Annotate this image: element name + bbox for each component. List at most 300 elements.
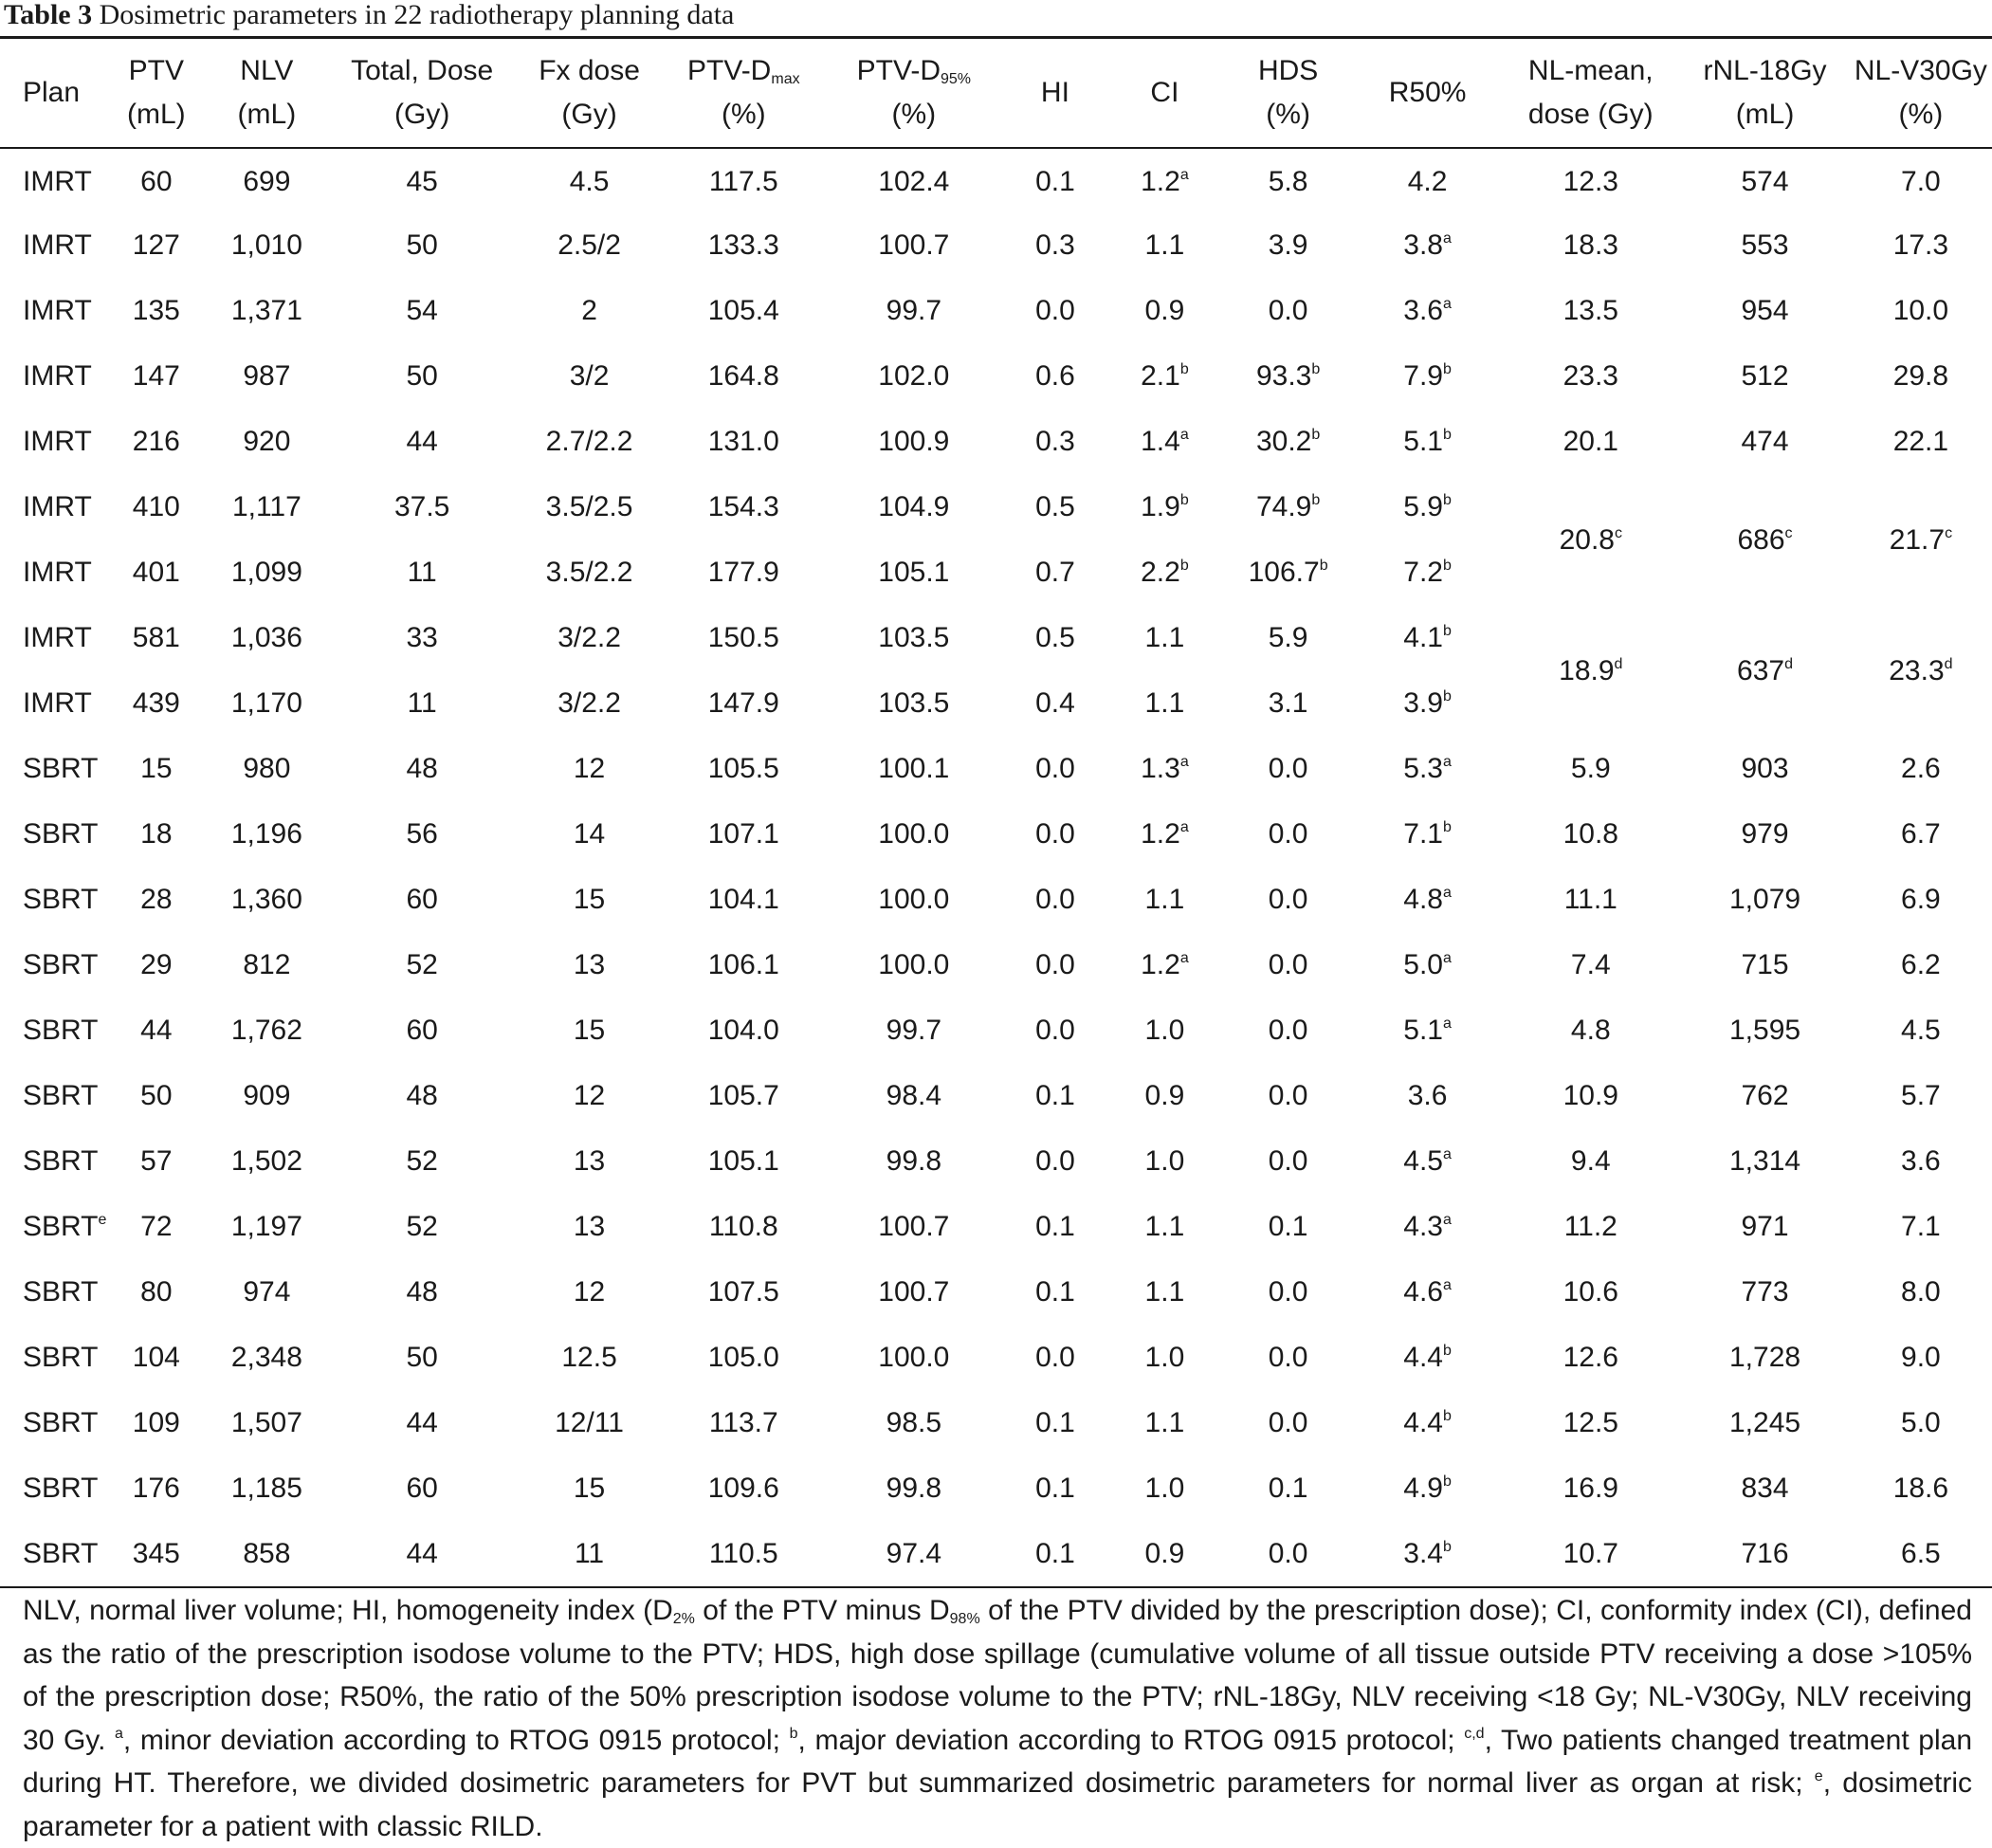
- cell-plan-value: SBRT: [23, 1276, 99, 1308]
- cell-hds: [1222, 1260, 1354, 1326]
- cell-nl-v30gy: [1850, 933, 1992, 998]
- cell-total-dose-value: 11: [407, 557, 437, 588]
- cell-fx-dose-value: 13: [573, 949, 606, 980]
- cell-ci: [1107, 1456, 1223, 1522]
- cell-ptv-d95-value: 98.4: [886, 1080, 942, 1111]
- table-caption: [4, 0, 734, 34]
- col-hds-unit: (%): [1266, 98, 1310, 130]
- cell-ptv-d95-value: 105.1: [878, 557, 950, 588]
- cell-nl-v30gy-value: 4.5: [1901, 1015, 1941, 1046]
- cell-ptv-d95-value: 97.4: [886, 1537, 942, 1569]
- cell-ci-value: 1.1: [1144, 1276, 1185, 1308]
- table-row: [0, 410, 1992, 475]
- cell-fx-dose-value: 14: [573, 818, 606, 850]
- cell-hi: [1003, 933, 1106, 998]
- dosimetric-table: [0, 36, 1992, 1588]
- cell-ptv: [107, 410, 205, 475]
- cell-nl-v30gy-value: 6.5: [1901, 1537, 1941, 1569]
- cell-ptv-d95: [824, 213, 1003, 279]
- cell-ptv-dmax: [663, 802, 824, 868]
- col-nl-mean-unit: dose (Gy): [1527, 98, 1654, 130]
- cell-hi-value: 0.6: [1035, 360, 1075, 392]
- cell-ci: [1107, 148, 1223, 213]
- cell-nl-mean: [1501, 148, 1680, 213]
- cell-fx-dose-value: 12/11: [555, 1407, 624, 1438]
- cell-nl-v30gy: [1850, 1522, 1992, 1587]
- cell-hi-value: 0.7: [1035, 557, 1075, 588]
- cell-rnl-18gy: [1680, 1260, 1849, 1326]
- cell-ci: [1107, 344, 1223, 410]
- cell-plan: [0, 606, 107, 671]
- cell-hi-value: 0.1: [1035, 1080, 1075, 1111]
- cell-plan: [0, 1456, 107, 1522]
- cell-total-dose: [328, 1064, 515, 1129]
- cell-hds: [1222, 933, 1354, 998]
- footnote-text: , major deviation according to RTOG 0915 protocol;: [797, 1724, 1465, 1756]
- cell-plan: [0, 1522, 107, 1587]
- cell-ptv: [107, 1129, 205, 1195]
- cell-r50: [1354, 1195, 1501, 1260]
- cell-total-dose-value: 60: [406, 884, 438, 915]
- cell-nl-mean: [1501, 998, 1680, 1064]
- cell-r50-value: 5.1: [1403, 426, 1443, 457]
- cell-ci: [1107, 671, 1223, 737]
- cell-fx-dose: [516, 1326, 663, 1391]
- cell-hds: [1222, 1391, 1354, 1456]
- cell-nl-v30gy: [1850, 475, 1992, 606]
- cell-ci-value: 1.2: [1141, 949, 1180, 980]
- col-nl-v30gy-unit: (%): [1898, 98, 1944, 130]
- cell-hds: [1222, 1522, 1354, 1587]
- cell-ptv-value: 29: [140, 949, 173, 980]
- cell-ptv-value: 60: [140, 166, 173, 197]
- cell-total-dose-value: 54: [406, 295, 438, 326]
- cell-ptv-value: 147: [132, 360, 180, 392]
- cell-ptv-dmax: [663, 148, 824, 213]
- footnote-mark: b: [1179, 492, 1189, 508]
- cell-plan-value: SBRT: [23, 1407, 99, 1438]
- cell-hds: [1222, 279, 1354, 344]
- cell-rnl-18gy: [1680, 1391, 1849, 1456]
- col-fx-dose: [516, 38, 663, 148]
- cell-hi-value: 0.0: [1035, 295, 1075, 326]
- cell-ci-value: 0.9: [1144, 1080, 1185, 1111]
- footnote-mark: a: [1179, 950, 1189, 966]
- table-row: [0, 1260, 1992, 1326]
- cell-hds-value: 0.0: [1268, 1145, 1308, 1177]
- cell-nl-v30gy: [1850, 1391, 1992, 1456]
- cell-ptv-dmax: [663, 606, 824, 671]
- col-ptv-unit: (mL): [127, 98, 186, 130]
- col-fx-dose-unit: (Gy): [561, 98, 617, 130]
- col-nl-v30gy: [1850, 38, 1992, 148]
- cell-r50-value: 5.3: [1403, 753, 1443, 784]
- cell-nlv-value: 1,507: [230, 1407, 302, 1438]
- table-row: [0, 1456, 1992, 1522]
- cell-hds-value: 74.9: [1255, 491, 1312, 522]
- cell-total-dose: [328, 671, 515, 737]
- cell-total-dose: [328, 1260, 515, 1326]
- cell-nlv: [205, 213, 328, 279]
- cell-total-dose: [328, 998, 515, 1064]
- footnote-mark: b: [1443, 361, 1452, 377]
- cell-nlv-value: 1,036: [230, 622, 302, 653]
- cell-hi: [1003, 1064, 1106, 1129]
- cell-ptv-d95: [824, 1260, 1003, 1326]
- cell-hi: [1003, 475, 1106, 540]
- cell-ptv-d95: [824, 1456, 1003, 1522]
- cell-ptv-d95: [824, 1195, 1003, 1260]
- cell-hds-value: 106.7: [1248, 557, 1320, 588]
- footnote-mark: b: [1443, 1538, 1452, 1555]
- col-hds-label: HDS: [1257, 54, 1319, 86]
- cell-nl-v30gy-value: 3.6: [1901, 1145, 1941, 1177]
- cell-ptv: [107, 933, 205, 998]
- cell-r50: [1354, 868, 1501, 933]
- footnote-text: of the PTV minus D: [694, 1595, 950, 1626]
- cell-r50-value: 3.6: [1407, 1080, 1448, 1111]
- cell-ptv-dmax-value: 105.0: [707, 1342, 779, 1373]
- cell-r50: [1354, 1391, 1501, 1456]
- cell-fx-dose: [516, 1456, 663, 1522]
- cell-ptv-value: 15: [140, 753, 173, 784]
- cell-nlv: [205, 344, 328, 410]
- cell-nl-v30gy-value: 5.7: [1901, 1080, 1941, 1111]
- cell-ptv: [107, 475, 205, 540]
- cell-hi: [1003, 148, 1106, 213]
- footnote-mark: c: [1614, 524, 1622, 541]
- cell-fx-dose: [516, 1195, 663, 1260]
- cell-nlv-value: 974: [243, 1276, 291, 1308]
- cell-nl-v30gy: [1850, 1064, 1992, 1129]
- cell-total-dose-value: 48: [406, 1080, 438, 1111]
- cell-total-dose-value: 50: [406, 229, 438, 261]
- cell-total-dose-value: 37.5: [393, 491, 450, 522]
- cell-rnl-18gy-value: 903: [1741, 753, 1789, 784]
- cell-ptv-d95: [824, 737, 1003, 802]
- cell-nlv: [205, 868, 328, 933]
- cell-nl-v30gy-value: 9.0: [1901, 1342, 1941, 1373]
- cell-nlv-value: 1,502: [230, 1145, 302, 1177]
- footnote-text: NLV, normal liver volume; HI, homogeneity index (D: [23, 1595, 673, 1626]
- cell-hds-value: 3.9: [1268, 229, 1308, 261]
- table-header: [0, 38, 1992, 148]
- cell-total-dose: [328, 344, 515, 410]
- cell-hds-value: 0.0: [1268, 1537, 1308, 1569]
- cell-rnl-18gy-value: 553: [1741, 229, 1789, 261]
- cell-nl-v30gy: [1850, 1195, 1992, 1260]
- cell-total-dose-value: 56: [406, 818, 438, 850]
- col-ptv-dmax-sub: max: [771, 70, 800, 87]
- cell-r50: [1354, 213, 1501, 279]
- table-row: [0, 148, 1992, 213]
- footnote-mark: b: [1443, 688, 1452, 704]
- cell-nl-v30gy-value: 10.0: [1892, 295, 1949, 326]
- col-total-dose: [328, 38, 515, 148]
- cell-nl-mean: [1501, 344, 1680, 410]
- cell-rnl-18gy: [1680, 737, 1849, 802]
- cell-ptv: [107, 1391, 205, 1456]
- cell-hi-value: 0.3: [1035, 229, 1075, 261]
- cell-nl-mean: [1501, 737, 1680, 802]
- cell-hds: [1222, 802, 1354, 868]
- footnote-mark: b: [1443, 1408, 1452, 1424]
- cell-nl-v30gy: [1850, 1456, 1992, 1522]
- cell-ptv-dmax: [663, 344, 824, 410]
- cell-total-dose: [328, 737, 515, 802]
- cell-nlv-value: 1,197: [230, 1211, 302, 1242]
- footnote-text: , Two patients changed treatment plan during HT. Therefore, we divided dosimetric parameters for PVT but summarized dosimetric parameters for normal liver as organ at risk;: [23, 1724, 1973, 1799]
- col-ptv-d95-unit: (%): [891, 98, 937, 130]
- cell-nl-v30gy: [1850, 1129, 1992, 1195]
- cell-nlv: [205, 279, 328, 344]
- table-row: [0, 868, 1992, 933]
- cell-ptv-dmax-value: 107.1: [707, 818, 779, 850]
- cell-ptv-dmax: [663, 1522, 824, 1587]
- cell-ptv-dmax: [663, 1260, 824, 1326]
- cell-ci-value: 1.1: [1144, 687, 1185, 719]
- cell-ptv-dmax-value: 150.5: [707, 622, 779, 653]
- cell-r50: [1354, 344, 1501, 410]
- cell-ptv-d95-value: 100.7: [878, 1211, 950, 1242]
- cell-ptv-dmax-value: 133.3: [707, 229, 779, 261]
- cell-ci: [1107, 1129, 1223, 1195]
- cell-fx-dose: [516, 1064, 663, 1129]
- cell-ptv-d95-value: 98.5: [886, 1407, 942, 1438]
- cell-ci-value: 0.9: [1144, 1537, 1185, 1569]
- cell-nl-mean-value: 20.8: [1559, 523, 1615, 556]
- cell-r50: [1354, 1129, 1501, 1195]
- cell-nlv: [205, 1195, 328, 1260]
- cell-ptv-dmax-value: 105.4: [707, 295, 779, 326]
- cell-plan-value: IMRT: [23, 229, 92, 261]
- cell-hds: [1222, 868, 1354, 933]
- cell-ptv-d95-value: 99.8: [886, 1473, 942, 1504]
- cell-ci-value: 1.0: [1144, 1015, 1185, 1046]
- cell-nl-mean: [1501, 1522, 1680, 1587]
- cell-rnl-18gy: [1680, 998, 1849, 1064]
- cell-ptv: [107, 737, 205, 802]
- table-row: [0, 1391, 1992, 1456]
- cell-rnl-18gy-value: 716: [1741, 1537, 1789, 1569]
- cell-ptv-dmax: [663, 737, 824, 802]
- cell-hi-value: 0.0: [1035, 949, 1075, 980]
- cell-total-dose-value: 52: [406, 949, 438, 980]
- cell-hi-value: 0.1: [1035, 1537, 1075, 1569]
- cell-nlv-value: 920: [243, 426, 291, 457]
- cell-ptv: [107, 1260, 205, 1326]
- cell-ptv-dmax: [663, 1129, 824, 1195]
- cell-nl-v30gy: [1850, 410, 1992, 475]
- footnote-mark: b: [1443, 623, 1452, 639]
- cell-nl-v30gy: [1850, 606, 1992, 737]
- cell-hi: [1003, 1129, 1106, 1195]
- cell-hi: [1003, 606, 1106, 671]
- footnote-sub: 98%: [949, 1611, 980, 1627]
- cell-rnl-18gy-value: 474: [1741, 426, 1789, 457]
- cell-fx-dose: [516, 148, 663, 213]
- cell-ptv-d95-value: 99.7: [886, 295, 942, 326]
- cell-nl-mean-value: 12.3: [1563, 166, 1618, 197]
- cell-r50-value: 4.4: [1403, 1407, 1443, 1438]
- cell-rnl-18gy-value: 1,245: [1728, 1407, 1801, 1438]
- cell-fx-dose: [516, 213, 663, 279]
- cell-r50: [1354, 1260, 1501, 1326]
- cell-nl-mean: [1501, 933, 1680, 998]
- cell-ptv-value: 345: [132, 1537, 180, 1569]
- cell-total-dose: [328, 606, 515, 671]
- cell-ptv: [107, 279, 205, 344]
- cell-hi: [1003, 998, 1106, 1064]
- cell-r50: [1354, 540, 1501, 606]
- cell-hi-value: 0.0: [1035, 1342, 1075, 1373]
- cell-fx-dose: [516, 410, 663, 475]
- footnote-mark: a: [1179, 819, 1189, 835]
- cell-nl-mean-value: 7.4: [1570, 949, 1611, 980]
- cell-hi-value: 0.5: [1035, 622, 1075, 653]
- cell-r50: [1354, 802, 1501, 868]
- cell-nlv: [205, 1456, 328, 1522]
- cell-nl-v30gy-value: 7.0: [1901, 166, 1941, 197]
- cell-plan-value: IMRT: [23, 622, 92, 653]
- footnote-mark: b: [1443, 819, 1452, 835]
- cell-ptv: [107, 868, 205, 933]
- cell-total-dose: [328, 1391, 515, 1456]
- footnote-mark: b: [1311, 427, 1321, 443]
- cell-hi-value: 0.4: [1035, 687, 1075, 719]
- table-row: [0, 279, 1992, 344]
- cell-hds: [1222, 410, 1354, 475]
- cell-ptv-d95: [824, 671, 1003, 737]
- cell-nlv: [205, 1326, 328, 1391]
- cell-ptv-value: 410: [132, 491, 180, 522]
- cell-plan: [0, 868, 107, 933]
- cell-ptv-d95: [824, 606, 1003, 671]
- cell-fx-dose: [516, 868, 663, 933]
- cell-nl-mean: [1501, 868, 1680, 933]
- cell-ptv-d95-value: 99.8: [886, 1145, 942, 1177]
- cell-fx-dose-value: 12: [573, 1276, 606, 1308]
- cell-total-dose-value: 44: [406, 1407, 438, 1438]
- cell-rnl-18gy: [1680, 279, 1849, 344]
- cell-ci-value: 1.0: [1144, 1473, 1185, 1504]
- cell-plan: [0, 802, 107, 868]
- cell-r50: [1354, 410, 1501, 475]
- cell-plan-value: IMRT: [23, 687, 92, 719]
- footnote-mark: b: [1311, 361, 1321, 377]
- cell-ptv-d95: [824, 540, 1003, 606]
- table-row: [0, 1129, 1992, 1195]
- cell-hds-value: 0.0: [1268, 949, 1308, 980]
- col-total-dose-unit: (Gy): [394, 98, 450, 130]
- table-row: [0, 802, 1992, 868]
- cell-fx-dose: [516, 933, 663, 998]
- col-nlv-unit: (mL): [237, 98, 297, 130]
- cell-ptv-value: 439: [132, 687, 180, 719]
- cell-ptv-dmax-value: 105.1: [707, 1145, 779, 1177]
- cell-nl-mean-value: 10.6: [1563, 1276, 1618, 1308]
- cell-total-dose: [328, 1326, 515, 1391]
- cell-ptv-dmax: [663, 1064, 824, 1129]
- cell-hi-value: 0.0: [1035, 753, 1075, 784]
- footnote-mark: a: [1443, 296, 1452, 312]
- cell-nlv: [205, 1064, 328, 1129]
- col-nl-v30gy-label: NL-V30Gy: [1854, 54, 1987, 86]
- cell-fx-dose: [516, 1522, 663, 1587]
- cell-ci-value: 1.0: [1144, 1342, 1185, 1373]
- cell-ptv-d95-value: 100.9: [878, 426, 950, 457]
- col-r50: R50%: [1354, 38, 1501, 148]
- footnote-mark: a: [1443, 950, 1452, 966]
- cell-ptv-dmax-value: 110.5: [708, 1537, 778, 1569]
- cell-rnl-18gy-value: 762: [1741, 1080, 1789, 1111]
- cell-hds: [1222, 475, 1354, 540]
- cell-ci: [1107, 868, 1223, 933]
- cell-r50-value: 3.4: [1403, 1537, 1443, 1569]
- cell-rnl-18gy: [1680, 213, 1849, 279]
- cell-hi: [1003, 279, 1106, 344]
- cell-hds: [1222, 1064, 1354, 1129]
- cell-hi-value: 0.1: [1035, 166, 1075, 197]
- cell-r50-value: 3.6: [1403, 295, 1443, 326]
- cell-nl-mean-value: 18.9: [1559, 654, 1615, 686]
- cell-fx-dose-value: 12: [573, 1080, 606, 1111]
- cell-nl-v30gy-value: 7.1: [1901, 1211, 1941, 1242]
- cell-ptv-dmax-value: 105.5: [707, 753, 779, 784]
- cell-ptv-dmax: [663, 868, 824, 933]
- cell-ptv-dmax: [663, 933, 824, 998]
- cell-rnl-18gy-value: 715: [1741, 949, 1789, 980]
- table-row: [0, 1522, 1992, 1587]
- cell-nlv-value: 1,010: [230, 229, 302, 261]
- cell-plan: [0, 737, 107, 802]
- cell-nlv-value: 1,371: [230, 295, 302, 326]
- cell-nl-mean: [1501, 1260, 1680, 1326]
- cell-ptv-d95: [824, 1326, 1003, 1391]
- cell-ptv-dmax: [663, 1456, 824, 1522]
- cell-fx-dose-value: 3/2.2: [557, 622, 621, 653]
- cell-total-dose: [328, 1129, 515, 1195]
- cell-ci-value: 1.1: [1144, 884, 1185, 915]
- cell-fx-dose-value: 2.5/2: [557, 229, 621, 261]
- cell-nl-mean: [1501, 1456, 1680, 1522]
- cell-ptv-dmax-value: 104.0: [707, 1015, 779, 1046]
- cell-nl-v30gy-value: 21.7: [1889, 523, 1946, 556]
- cell-nl-mean-value: 10.9: [1563, 1080, 1618, 1111]
- cell-hds: [1222, 1326, 1354, 1391]
- cell-hds-value: 0.0: [1268, 1342, 1308, 1373]
- table-row: [0, 1195, 1992, 1260]
- cell-ptv-d95: [824, 802, 1003, 868]
- cell-ci-value: 1.1: [1144, 1211, 1185, 1242]
- cell-r50-value: 4.3: [1403, 1211, 1443, 1242]
- cell-ptv-dmax: [663, 475, 824, 540]
- cell-hi: [1003, 1260, 1106, 1326]
- col-ptv-label: PTV: [128, 54, 185, 86]
- cell-plan-value: SBRT: [23, 1080, 99, 1111]
- cell-nlv-value: 980: [243, 753, 291, 784]
- cell-ci-value: 1.1: [1144, 1407, 1185, 1438]
- cell-rnl-18gy-value: 979: [1741, 818, 1789, 850]
- col-rnl-18gy: [1680, 38, 1849, 148]
- cell-hi: [1003, 671, 1106, 737]
- footnote-mark: d: [1784, 655, 1793, 672]
- cell-total-dose-value: 60: [406, 1473, 438, 1504]
- cell-plan: [0, 933, 107, 998]
- footnote-mark: b: [789, 1725, 798, 1742]
- cell-fx-dose: [516, 802, 663, 868]
- cell-rnl-18gy-value: 574: [1741, 166, 1789, 197]
